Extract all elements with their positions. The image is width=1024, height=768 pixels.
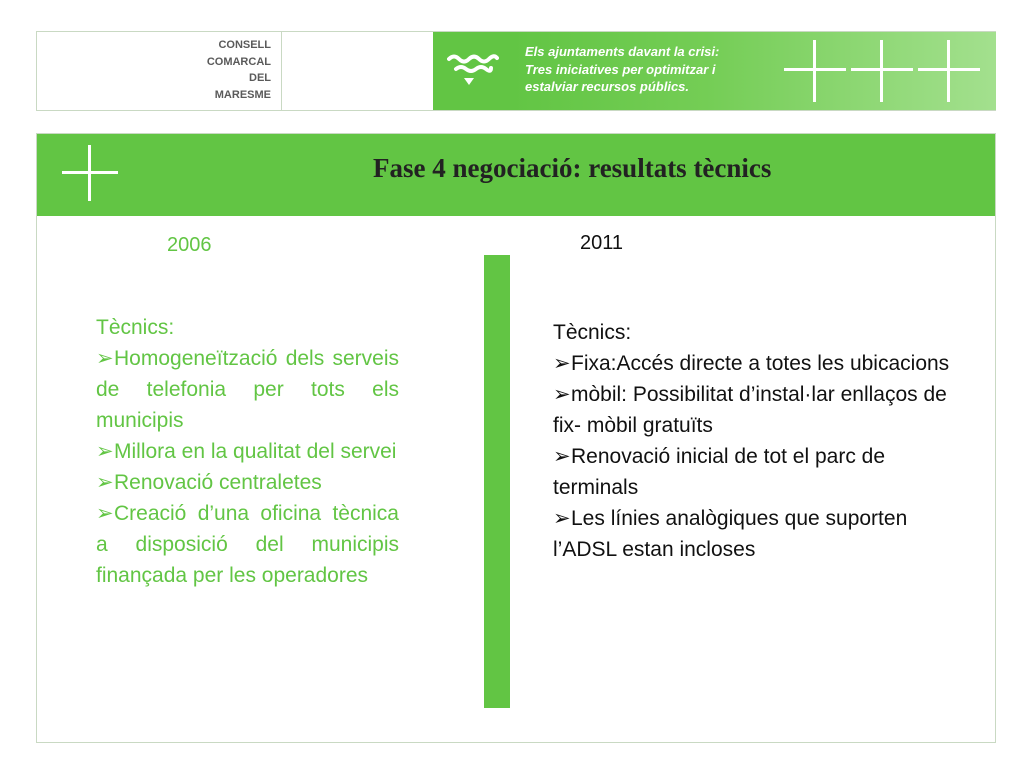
plus-cross-icon [918,40,980,102]
plus-cross-icon [851,40,913,102]
org-name-line: MARESME [214,88,271,101]
list-item [553,379,973,441]
list-item [553,348,973,379]
list-item-text: Fixa:Accés directe a totes les ubicacions [571,352,950,375]
column-divider [484,255,510,708]
arrow-bullet-icon: ➢ [96,347,114,370]
list-item-text: Les línies analògiques que suporten l’ADSL estan incloses [553,507,908,561]
org-name-line: COMARCAL [206,55,271,68]
org-name-box [37,32,282,110]
list-item-text: Renovació centraletes [114,471,322,494]
list-item-text: Creació d’una oficina tècnica a disposició del municipis finançada per les operadores [96,502,399,587]
list-item [553,503,973,565]
header-spacer [281,32,434,110]
left-heading: Tècnics: [96,316,175,339]
list-item [553,441,973,503]
arrow-bullet-icon: ➢ [553,352,571,375]
arrow-bullet-icon: ➢ [96,440,114,463]
header-banner [512,32,996,110]
org-name-line: CONSELL [218,39,271,51]
arrow-bullet-icon: ➢ [553,445,571,468]
year-2011: 2011 [580,232,624,254]
title-bar [37,134,995,216]
slide-title: Fase 4 negociació: resultats tècnics [373,153,772,183]
right-heading: Tècnics: [553,321,632,344]
list-item [96,498,399,591]
right-column [553,317,973,565]
org-name [151,37,271,103]
year-2006: 2006 [167,234,212,256]
plus-cross-icon [784,40,846,102]
list-item-text: Homogeneïtzació dels serveis de telefonia per tots els municipis [96,347,399,432]
header-bar [36,31,996,111]
arrow-bullet-icon: ➢ [96,471,114,494]
arrow-bullet-icon: ➢ [96,502,114,525]
list-item [96,343,399,436]
left-column [96,312,399,591]
banner-line: estalviar recursos públics. [525,79,690,94]
list-item-text: mòbil: Possibilitat d’instal·lar enllaços de fix- mòbil gratuïts [553,383,947,437]
plus-cross-icon [62,145,118,201]
logo [433,32,512,110]
org-name-line: DEL [249,72,271,84]
list-item [96,436,399,467]
list-item-text: Renovació inicial de tot el parc de terminals [553,445,886,499]
banner-line: Tres iniciatives per optimitzar i [525,61,716,77]
list-item [96,467,399,498]
banner-line: Els ajuntaments davant la crisi: [525,44,720,59]
content-panel [36,133,996,743]
arrow-bullet-icon: ➢ [553,507,571,530]
wave-logo-icon [447,50,499,90]
list-item-text: Millora en la qualitat del servei [114,440,397,463]
arrow-bullet-icon: ➢ [553,383,571,406]
banner-text [525,43,795,96]
